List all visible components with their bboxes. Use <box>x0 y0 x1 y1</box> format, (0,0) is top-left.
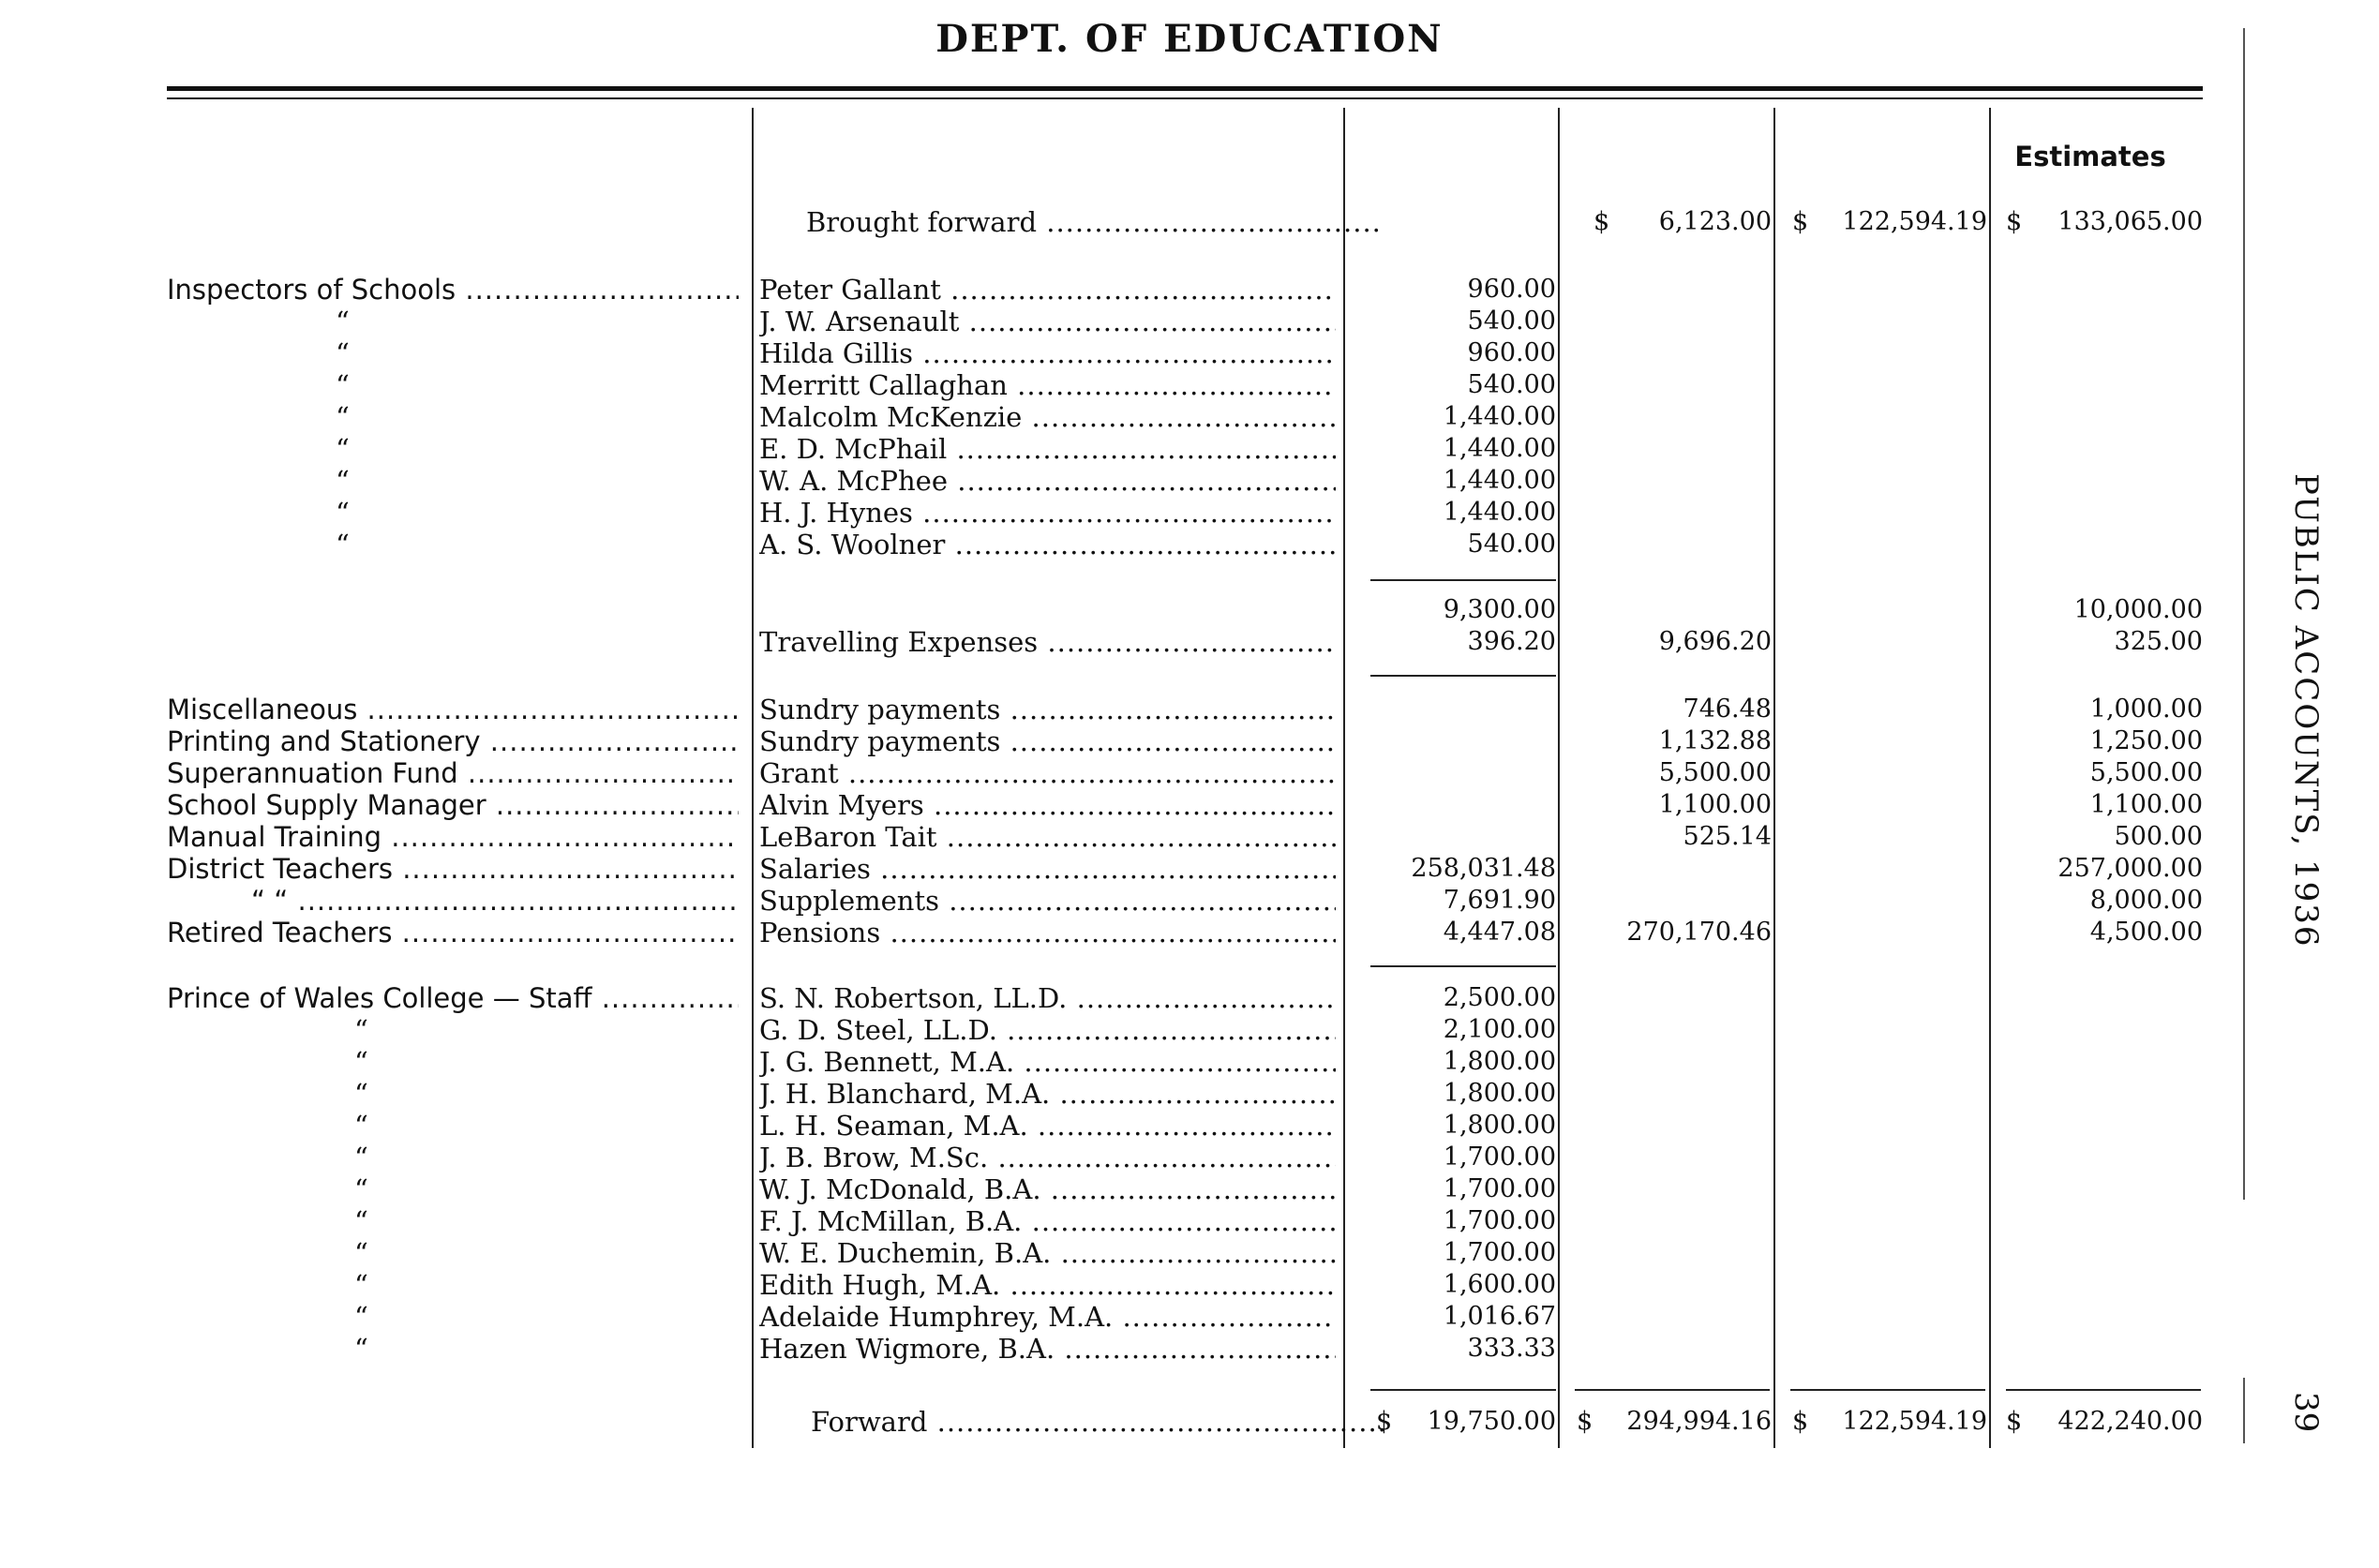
amount: 1,700.00 <box>1443 1142 1556 1172</box>
subtotal-rule <box>1370 965 1556 967</box>
forward-col-a: 19,750.00 <box>1427 1407 1556 1436</box>
payee-label: J. H. Blanchard, M.A. ..... <box>759 1078 1336 1110</box>
amount: 540.00 <box>1467 306 1556 336</box>
brought-forward-estimate: 133,065.00 <box>2057 207 2203 236</box>
amount: 1,440.00 <box>1443 402 1556 431</box>
estimate: 1,250.00 <box>2089 726 2203 755</box>
table-row <box>0 1014 2379 1046</box>
forward-label: Forward ..... <box>759 1406 1387 1438</box>
table-row <box>0 1173 2379 1205</box>
amount: 1,600.00 <box>1443 1270 1556 1299</box>
account-label: District Teachers ..... <box>167 853 739 885</box>
total: 1,132.88 <box>1658 726 1772 755</box>
table-row <box>0 1205 2379 1237</box>
ditto-mark: “ <box>354 1142 368 1173</box>
account-label: Retired Teachers ..... <box>167 917 739 948</box>
total: 270,170.46 <box>1626 918 1772 947</box>
subtotal-rule <box>1370 675 1556 677</box>
payee-label: E. D. McPhail ..... <box>759 433 1336 465</box>
ditto-mark: “ <box>354 1301 368 1333</box>
payee-label: Malcolm McKenzie ..... <box>759 401 1336 433</box>
ditto-mark: “ <box>336 497 350 529</box>
payee-label: A. S. Woolner ..... <box>759 529 1336 560</box>
amount: 1,016.67 <box>1443 1302 1556 1331</box>
amount: 2,100.00 <box>1443 1015 1556 1044</box>
table-row <box>0 1301 2379 1333</box>
payee-label: S. N. Robertson, LL.D. ..... <box>759 982 1336 1014</box>
table-row <box>0 1046 2379 1078</box>
ditto-mark: “ <box>354 1205 368 1237</box>
amount: 4,447.08 <box>1443 918 1556 947</box>
total-rule <box>1790 1389 1985 1391</box>
payee-label: G. D. Steel, LL.D. ..... <box>759 1014 1336 1046</box>
ditto-mark: “ <box>354 1269 368 1301</box>
table-row <box>0 529 2379 560</box>
amount: 1,800.00 <box>1443 1111 1556 1140</box>
travelling-expenses-row <box>0 626 2379 658</box>
amount: 540.00 <box>1467 530 1556 559</box>
forward-estimate: 422,240.00 <box>2057 1407 2203 1436</box>
payee-label: Merritt Callaghan ..... <box>759 369 1336 401</box>
currency-symbol: $ <box>1376 1407 1393 1436</box>
side-running-title: PUBLIC ACCOUNTS, 1936 <box>2287 473 2325 948</box>
table-row <box>0 465 2379 497</box>
table-row <box>0 789 2379 821</box>
ditto-mark: “ <box>336 369 350 401</box>
payee-label: W. E. Duchemin, B.A. ..... <box>759 1237 1336 1269</box>
payee-label: F. J. McMillan, B.A. ..... <box>759 1205 1336 1237</box>
brought-forward-label: Brought forward ..... <box>759 206 1383 238</box>
table-row <box>0 1237 2379 1269</box>
ditto-mark: “ <box>354 1014 368 1046</box>
amount: 7,691.90 <box>1443 886 1556 915</box>
estimate: 8,000.00 <box>2089 886 2203 915</box>
amount: 1,700.00 <box>1443 1174 1556 1203</box>
amount: 960.00 <box>1467 338 1556 367</box>
account-label: Inspectors of Schools ..... <box>167 274 739 306</box>
brought-forward-col-b: 6,123.00 <box>1658 207 1772 236</box>
total-rule <box>1370 1389 1556 1391</box>
ditto-mark: “ <box>336 529 350 560</box>
currency-symbol: $ <box>1792 1407 1809 1436</box>
payee-label: Hazen Wigmore, B.A. ..... <box>759 1333 1336 1365</box>
currency-symbol: $ <box>1593 207 1610 236</box>
subtotal-rule <box>1370 579 1556 581</box>
ditto-mark: “ <box>336 401 350 433</box>
table-row <box>0 369 2379 401</box>
travelling-total: 9,696.20 <box>1658 627 1772 656</box>
payee-label: LeBaron Tait ..... <box>759 821 1336 853</box>
table-row <box>0 917 2379 948</box>
table-row <box>0 497 2379 529</box>
ditto-mark: “ <box>336 337 350 369</box>
payee-label: Hilda Gillis ..... <box>759 337 1336 369</box>
amount: 1,800.00 <box>1443 1079 1556 1108</box>
table-row <box>0 694 2379 725</box>
amount: 960.00 <box>1467 275 1556 304</box>
payee-label: Adelaide Humphrey, M.A. ..... <box>759 1301 1336 1333</box>
payee-label: Supplements ..... <box>759 885 1336 917</box>
payee-label: Peter Gallant ..... <box>759 274 1336 306</box>
currency-symbol: $ <box>2006 1407 2023 1436</box>
payee-label: J. W. Arsenault ..... <box>759 306 1336 337</box>
table-row <box>0 1110 2379 1142</box>
payee-label: Pensions ..... <box>759 917 1336 948</box>
amount: 333.33 <box>1467 1334 1556 1363</box>
ditto-mark: “ <box>336 465 350 497</box>
forward-col-b: 294,994.16 <box>1626 1407 1772 1436</box>
ditto-mark: “ <box>354 1173 368 1205</box>
ditto-mark: “ <box>354 1078 368 1110</box>
payee-label: Sundry payments ..... <box>759 725 1336 757</box>
amount: 2,500.00 <box>1443 983 1556 1012</box>
payee-label: Alvin Myers ..... <box>759 789 1336 821</box>
estimate: 4,500.00 <box>2089 918 2203 947</box>
ditto-mark: “ <box>354 1237 368 1269</box>
payee-label: W. A. McPhee ..... <box>759 465 1336 497</box>
header-rule-thin <box>167 97 2203 99</box>
currency-symbol: $ <box>2006 207 2023 236</box>
amount: 1,440.00 <box>1443 434 1556 463</box>
forward-col-c: 122,594.19 <box>1842 1407 1987 1436</box>
total: 746.48 <box>1683 694 1772 724</box>
ditto-mark: “ <box>336 306 350 337</box>
account-label: Miscellaneous ..... <box>167 694 739 725</box>
table-row <box>0 274 2379 306</box>
estimate: 257,000.00 <box>2057 854 2203 883</box>
currency-symbol: $ <box>1577 1407 1593 1436</box>
payee-label: L. H. Seaman, M.A. ..... <box>759 1110 1336 1142</box>
brought-forward-row <box>0 206 2379 238</box>
table-row <box>0 725 2379 757</box>
estimate: 1,000.00 <box>2089 694 2203 724</box>
table-row <box>0 306 2379 337</box>
table-row <box>0 433 2379 465</box>
amount: 1,700.00 <box>1443 1206 1556 1235</box>
table-row <box>0 1333 2379 1365</box>
amount: 1,700.00 <box>1443 1238 1556 1267</box>
payee-label: Salaries ..... <box>759 853 1336 885</box>
table-row <box>0 757 2379 789</box>
account-label: Printing and Stationery ..... <box>167 725 739 757</box>
inspectors-subtotal: 9,300.00 <box>1443 595 1556 624</box>
total-rule <box>1575 1389 1770 1391</box>
amount: 1,440.00 <box>1443 466 1556 495</box>
page-number: 39 <box>2287 1392 2325 1433</box>
total: 1,100.00 <box>1658 790 1772 819</box>
amount: 1,800.00 <box>1443 1047 1556 1076</box>
payee-label: Sundry payments ..... <box>759 694 1336 725</box>
payee-label: Grant ..... <box>759 757 1336 789</box>
brought-forward-col-c: 122,594.19 <box>1842 207 1987 236</box>
payee-label: W. J. McDonald, B.A. ..... <box>759 1173 1336 1205</box>
total: 5,500.00 <box>1658 758 1772 787</box>
account-label: Manual Training ..... <box>167 821 739 853</box>
estimate: 5,500.00 <box>2089 758 2203 787</box>
payee-label: Edith Hugh, M.A. ..... <box>759 1269 1336 1301</box>
amount: 540.00 <box>1467 370 1556 399</box>
payee-label: J. G. Bennett, M.A. ..... <box>759 1046 1336 1078</box>
table-row <box>0 821 2379 853</box>
travelling-estimate: 325.00 <box>2114 627 2203 656</box>
table-row <box>0 1269 2379 1301</box>
currency-symbol: $ <box>1792 207 1809 236</box>
total-rule <box>2006 1389 2201 1391</box>
header-rule-thick <box>167 86 2203 91</box>
page-title: DEPT. OF EDUCATION <box>935 17 1444 61</box>
payee-label: J. B. Brow, M.Sc. ..... <box>759 1142 1336 1173</box>
estimate: 1,100.00 <box>2089 790 2203 819</box>
amount: 258,031.48 <box>1411 854 1556 883</box>
table-row <box>0 885 2379 917</box>
ditto-mark: “ <box>354 1046 368 1078</box>
payee-label: Travelling Expenses ..... <box>759 626 1336 658</box>
table-row <box>0 401 2379 433</box>
payee-label: H. J. Hynes ..... <box>759 497 1336 529</box>
amount: 396.20 <box>1467 627 1556 656</box>
inspectors-subtotal-row <box>0 594 2379 626</box>
ditto-mark: “ <box>336 433 350 465</box>
forward-row <box>0 1406 2379 1438</box>
table-row <box>0 1078 2379 1110</box>
account-label: “ “ ..... <box>167 885 739 917</box>
table-row <box>0 853 2379 885</box>
ditto-mark: “ <box>354 1333 368 1365</box>
account-label: School Supply Manager ..... <box>167 789 739 821</box>
estimate: 500.00 <box>2114 822 2203 851</box>
estimates-column-header: Estimates <box>2014 141 2166 172</box>
account-label: Superannuation Fund ..... <box>167 757 739 789</box>
table-row <box>0 982 2379 1014</box>
account-label: Prince of Wales College — Staff ..... <box>167 982 739 1014</box>
table-row <box>0 1142 2379 1173</box>
inspectors-subtotal-estimate: 10,000.00 <box>2073 595 2203 624</box>
total: 525.14 <box>1683 822 1772 851</box>
ditto-mark: “ <box>354 1110 368 1142</box>
amount: 1,440.00 <box>1443 498 1556 527</box>
table-row <box>0 337 2379 369</box>
